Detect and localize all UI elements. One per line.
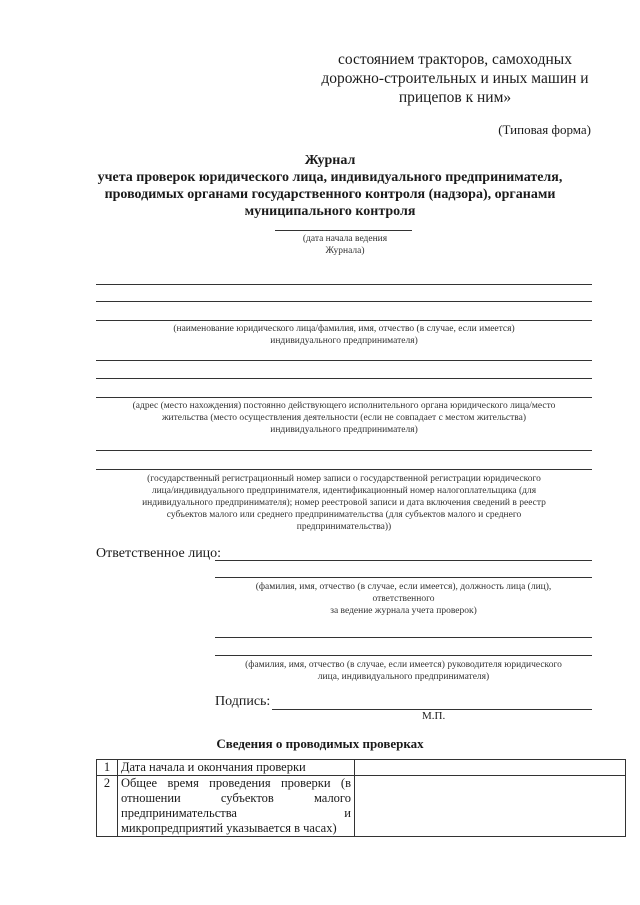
name-field-line-3[interactable]	[96, 320, 592, 321]
caption-line: индивидуального предпринимателя)	[270, 425, 418, 435]
caption-line: (государственный регистрационный номер записи о государственной регистрации юридического	[147, 474, 541, 484]
caption-line: лица/индивидуального предпринимателя, идентификационный номер налогоплательщика (для	[151, 486, 537, 496]
checks-table	[96, 759, 626, 837]
row-value-cell[interactable]	[355, 776, 626, 837]
address-field-line-1[interactable]	[96, 360, 592, 361]
name-caption	[96, 323, 592, 347]
caption-line: (дата начала ведения	[302, 234, 388, 244]
signature-label: Подпись:	[215, 694, 271, 709]
responsible-field-line-2[interactable]	[215, 577, 592, 578]
caption-line: (фамилия, имя, отчество (в случае, если имеется), должность лица (лиц),	[255, 582, 552, 592]
row-label: Общее время проведения проверки (в отношении субъектов малого предпринимательства и микропредприятий указывается в часах)	[118, 776, 355, 837]
address-field-line-2[interactable]	[96, 378, 592, 379]
table-row	[97, 760, 626, 776]
caption-line: (фамилия, имя, отчество (в случае, если имеется) руководителя юридического	[245, 660, 562, 670]
caption-line: субъектов малого или среднего предпринимательства (для субъектов малого и среднего	[166, 510, 522, 520]
address-field-line-3[interactable]	[96, 397, 592, 398]
caption-line: лица, индивидуального предпринимателя)	[317, 672, 490, 682]
responsible-field-line-1[interactable]	[215, 560, 592, 561]
title-line: Журнал	[304, 153, 356, 168]
registration-field-line-2[interactable]	[96, 469, 592, 470]
caption-line: ответственного	[372, 594, 435, 604]
caption-line: (наименование юридического лица/фамилия, имя, отчество (в случае, если имеется)	[173, 324, 515, 334]
stamp-label: М.П.	[422, 710, 446, 722]
caption-line: Журнала)	[325, 246, 365, 256]
head-caption	[215, 659, 592, 683]
row-label: Дата начала и окончания проверки	[118, 760, 355, 776]
responsible-person-label: Ответственное лицо:	[96, 546, 222, 561]
address-caption	[96, 400, 592, 436]
row-number: 1	[97, 760, 118, 776]
journal-title	[80, 152, 580, 220]
registration-field-line-1[interactable]	[96, 450, 592, 451]
caption-line: за ведение журнала учета проверок)	[330, 606, 477, 616]
caption-line: индивидуального предпринимателя); номер реестровой записи и дата включения сведений в реестр	[142, 498, 546, 508]
head-field-line-1[interactable]	[215, 637, 592, 638]
caption-line: предпринимательства))	[296, 522, 392, 532]
registration-caption	[96, 473, 592, 533]
caption-line: индивидуального предпринимателя)	[270, 336, 418, 346]
row-number: 2	[97, 776, 118, 837]
caption-line: (адрес (место нахождения) постоянно действующего исполнительного органа юридического лица/место	[132, 401, 556, 411]
title-line: учета проверок юридического лица, индивидуального предпринимателя,	[97, 170, 563, 185]
title-line: проводимых органами государственного контроля (надзора), органами	[104, 187, 556, 202]
start-date-field[interactable]	[275, 230, 412, 231]
title-line: муниципального контроля	[244, 204, 416, 219]
name-field-line-2[interactable]	[96, 301, 592, 302]
header-text	[300, 50, 610, 107]
header-line: дорожно-строительных и иных машин и	[321, 70, 589, 87]
header-line: прицепов к ним»	[398, 89, 512, 106]
name-field-line-1[interactable]	[96, 284, 592, 285]
checks-section-title: Сведения о проводимых проверках	[216, 736, 424, 751]
start-date-caption	[250, 233, 440, 257]
caption-line: жительства (место осуществления деятельности (если не совпадает с местом жительства)	[161, 413, 527, 423]
header-line: состоянием тракторов, самоходных	[338, 51, 572, 68]
head-field-line-2[interactable]	[215, 655, 592, 656]
table-row	[97, 776, 626, 837]
responsible-caption	[215, 581, 592, 617]
form-type-label: (Типовая форма)	[498, 122, 591, 137]
row-value-cell[interactable]	[355, 760, 626, 776]
